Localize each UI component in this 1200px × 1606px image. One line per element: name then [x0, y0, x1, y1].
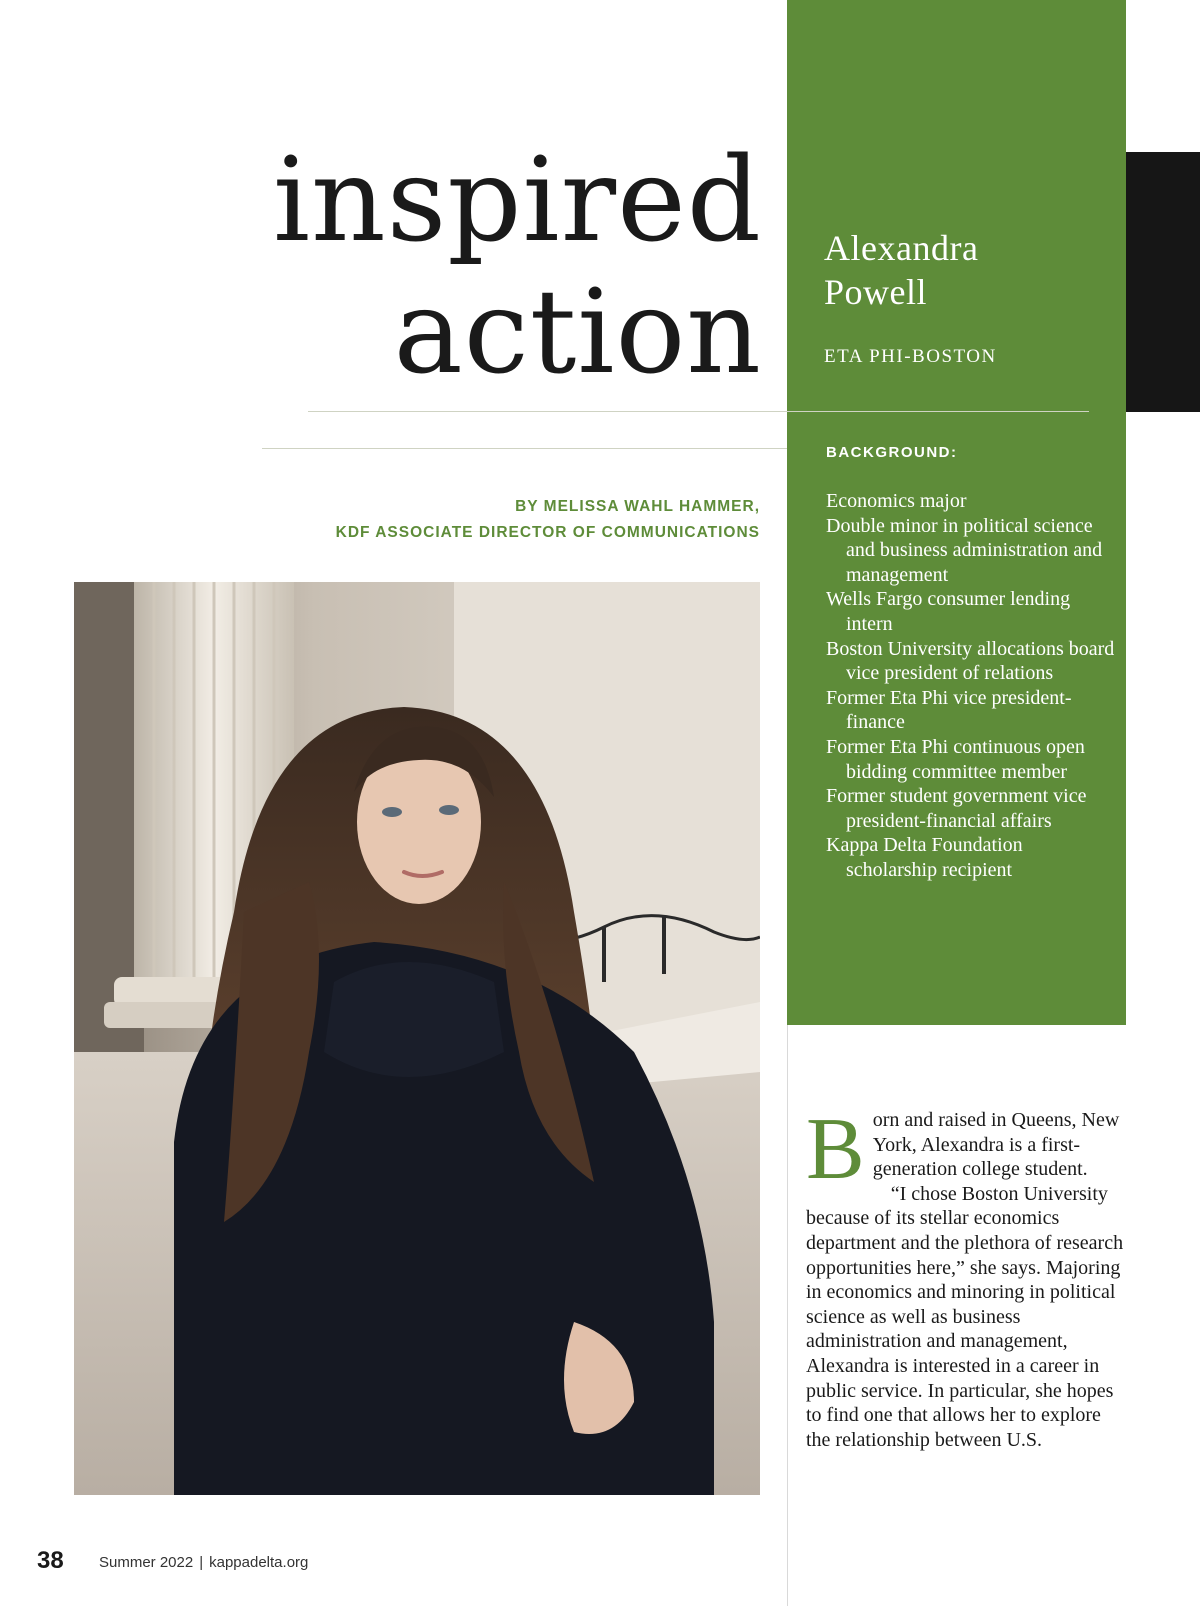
article-paragraph-1-text: orn and raised in Queens, New York, Alexandra is a first-generation college student.: [872, 1109, 1120, 1181]
article-title: [273, 135, 762, 399]
column-divider: [787, 1025, 788, 1606]
article-paragraph: “I chose Boston University because of its stellar economics department and the plethora of research opportunities here,” she says. Majoring in economics and minoring in political science as well as business administration and management, Alexandra is interested in a career in public service. In particular, she hopes to find one that allows her to explore the relationship between U.S.: [806, 1182, 1124, 1451]
profile-chapter: ETA PHI-BOSTON: [824, 346, 997, 367]
profile-last-name: Powell: [824, 272, 928, 312]
background-item: Kappa Delta Foundation scholarship recipient: [826, 834, 1023, 881]
title-line-1: inspired: [272, 133, 762, 268]
background-list: [826, 489, 1116, 883]
background-item: Economics major: [826, 490, 967, 512]
background-item: Boston University allocations board vice president of relations: [826, 637, 1115, 685]
byline-title: KDF ASSOCIATE DIRECTOR OF COMMUNICATIONS: [335, 524, 760, 541]
divider-rule: [262, 448, 787, 449]
drop-cap: B: [806, 1101, 865, 1198]
divider-rule: [308, 411, 1089, 412]
footer-issue: Summer 2022: [99, 1554, 194, 1571]
byline: [336, 494, 760, 546]
background-item: Former Eta Phi continuous open bidding committee member: [826, 735, 1085, 783]
article-body: [806, 1101, 1128, 1452]
background-heading: BACKGROUND:: [826, 444, 958, 461]
background-item: Former Eta Phi vice president-finance: [826, 686, 1072, 734]
background-item: Double minor in political science and business administration and management: [826, 514, 1103, 586]
article-paragraph: [806, 1101, 1128, 1198]
footer-site: kappadelta.org: [209, 1554, 309, 1571]
byline-author: BY MELISSA WAHL HAMMER,: [515, 498, 760, 515]
background-item: Former student government vice president-financial affairs: [826, 785, 1087, 832]
portrait-illustration: [74, 582, 760, 1495]
profile-first-name: Alexandra: [824, 228, 979, 268]
footer-separator: |: [199, 1554, 204, 1571]
background-item: Wells Fargo consumer lending intern: [826, 588, 1071, 635]
page-number: 38: [37, 1547, 64, 1574]
profile-name: [824, 226, 978, 314]
title-line-2: action: [393, 265, 762, 400]
footer-info: [99, 1554, 308, 1571]
portrait-photo: [74, 582, 760, 1495]
section-tab: [1126, 152, 1200, 412]
